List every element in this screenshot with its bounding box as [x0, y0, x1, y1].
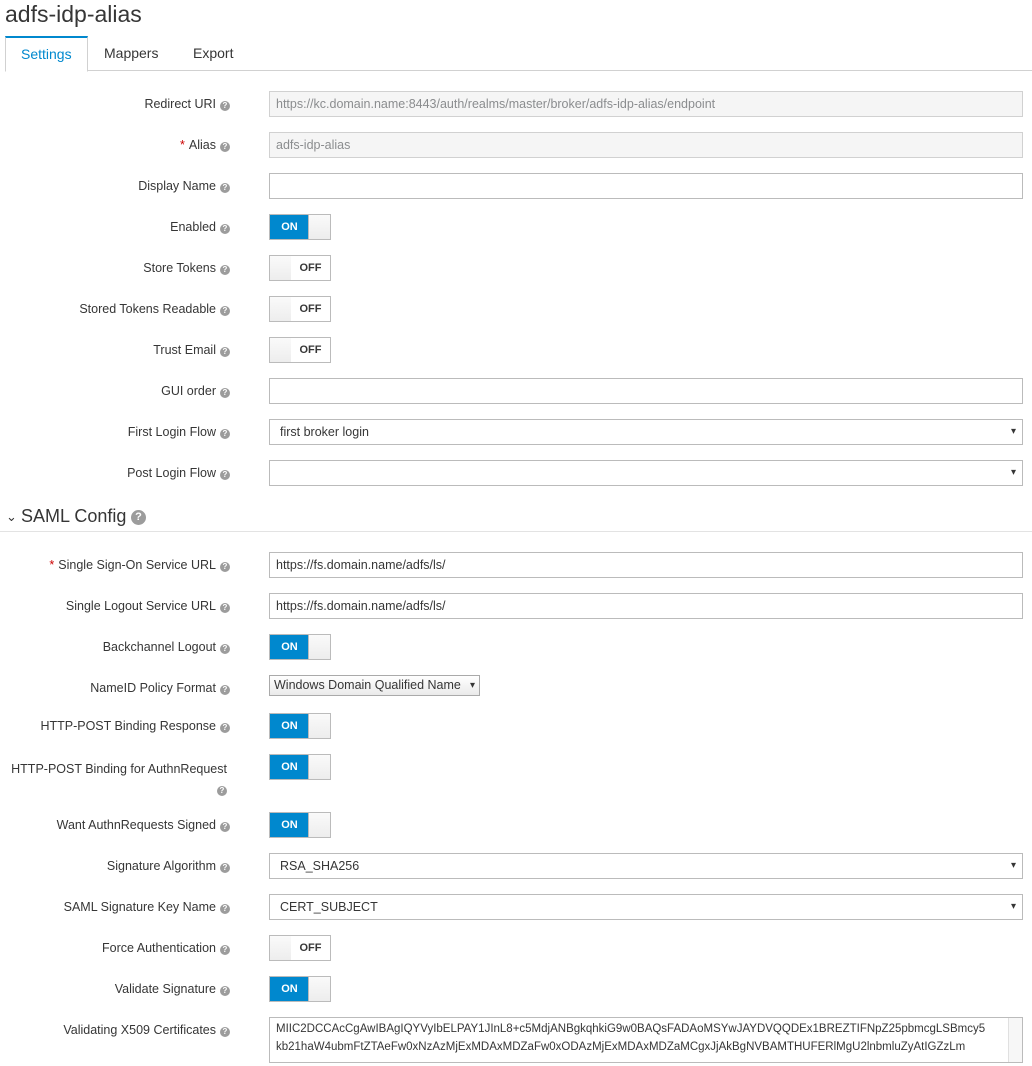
chevron-down-icon: ▾ — [469, 680, 475, 691]
chevron-down-icon: ▾ — [1010, 901, 1016, 912]
help-icon[interactable]: ? — [220, 101, 230, 111]
help-icon[interactable]: ? — [217, 786, 227, 796]
sso-url-label: * Single Sign-On Service URL ? — [0, 557, 230, 573]
post-binding-authn-toggle[interactable]: ON — [269, 754, 331, 780]
help-icon[interactable]: ? — [220, 388, 230, 398]
gui-order-label: GUI order ? — [0, 383, 230, 399]
post-login-flow-label: Post Login Flow ? — [0, 465, 230, 481]
tab-settings[interactable]: Settings — [5, 36, 88, 72]
tab-bar — [5, 36, 1032, 71]
tab-export[interactable]: Export — [193, 45, 234, 61]
help-icon[interactable]: ? — [220, 822, 230, 832]
help-icon[interactable]: ? — [220, 1027, 230, 1037]
help-icon[interactable]: ? — [220, 863, 230, 873]
tab-mappers[interactable]: Mappers — [104, 45, 159, 61]
first-login-flow-label: First Login Flow ? — [0, 424, 230, 440]
required-marker: * — [180, 138, 185, 152]
validate-signature-label: Validate Signature ? — [0, 981, 230, 997]
help-icon[interactable]: ? — [220, 183, 230, 193]
nameid-policy-select[interactable]: Windows Domain Qualified Name ▾ — [269, 675, 480, 696]
help-icon[interactable]: ? — [220, 986, 230, 996]
trust-email-toggle[interactable]: OFF — [269, 337, 331, 363]
post-login-flow-select[interactable] — [269, 460, 1023, 486]
force-auth-toggle[interactable]: OFF — [269, 935, 331, 961]
help-icon[interactable]: ? — [220, 603, 230, 613]
gui-order-field[interactable] — [269, 378, 1023, 404]
chevron-down-icon: ▾ — [1010, 467, 1016, 478]
stored-tokens-readable-label: Stored Tokens Readable ? — [0, 301, 230, 317]
enabled-label: Enabled ? — [0, 219, 230, 235]
validate-signature-toggle[interactable]: ON — [269, 976, 331, 1002]
x509-textarea[interactable] — [269, 1017, 1023, 1063]
alias-field[interactable]: adfs-idp-alias — [269, 132, 1023, 158]
help-icon[interactable]: ? — [220, 306, 230, 316]
page-title: adfs-idp-alias — [5, 1, 142, 27]
required-marker: * — [49, 558, 55, 572]
chevron-down-icon: ⌄ — [6, 509, 17, 524]
alias-label: * Alias ? — [0, 137, 230, 153]
want-authn-signed-toggle[interactable]: ON — [269, 812, 331, 838]
chevron-down-icon: ▾ — [1010, 426, 1016, 437]
help-icon[interactable]: ? — [220, 142, 230, 152]
help-icon[interactable]: ? — [220, 904, 230, 914]
help-icon[interactable]: ? — [131, 510, 146, 525]
first-login-flow-select[interactable]: first broker login ▾ — [269, 419, 1023, 445]
slo-url-label: Single Logout Service URL ? — [0, 598, 230, 614]
help-icon[interactable]: ? — [220, 562, 230, 572]
help-icon[interactable]: ? — [220, 685, 230, 695]
nameid-policy-label: NameID Policy Format ? — [0, 680, 230, 696]
sso-url-field[interactable]: https://fs.domain.name/adfs/ls/ — [269, 552, 1023, 578]
help-icon[interactable]: ? — [220, 470, 230, 480]
x509-line-1: MIIC2DCCAcCgAwIBAgIQYVyIbELPAY1JInL8+c5MdjANBgkqhkiG9w0BAQsFADAoMSYwJAYDVQQDEx1BREZTIFNpZ25pbmcgLSBmcy5 — [276, 1023, 986, 1035]
force-auth-label: Force Authentication ? — [0, 940, 230, 956]
signature-algorithm-select[interactable]: RSA_SHA256 ▾ — [269, 853, 1023, 879]
saml-config-title: SAML Config — [21, 506, 127, 526]
backchannel-logout-toggle[interactable]: ON — [269, 634, 331, 660]
redirect-uri-field[interactable]: https://kc.domain.name:8443/auth/realms/master/broker/adfs-idp-alias/endpoint — [269, 91, 1023, 117]
chevron-down-icon: ▾ — [1010, 860, 1016, 871]
signature-algorithm-label: Signature Algorithm ? — [0, 858, 230, 874]
display-name-field[interactable] — [269, 173, 1023, 199]
backchannel-logout-label: Backchannel Logout ? — [0, 639, 230, 655]
help-icon[interactable]: ? — [220, 347, 230, 357]
post-binding-response-label: HTTP-POST Binding Response ? — [0, 718, 230, 734]
store-tokens-label: Store Tokens ? — [0, 260, 230, 276]
help-icon[interactable]: ? — [220, 429, 230, 439]
textarea-scrollbar[interactable] — [1008, 1018, 1022, 1062]
sig-key-name-select[interactable]: CERT_SUBJECT ▾ — [269, 894, 1023, 920]
help-icon[interactable]: ? — [220, 644, 230, 654]
x509-label: Validating X509 Certificates ? — [0, 1022, 230, 1038]
x509-line-2: kb21haW4ubmFtZTAeFw0xNzAzMjExMDAxMDZaFw0xODAzMjExMDAxMDZaMCgxJjAkBgNVBAMTHUFERlMgU2lnbmluZyAtIGZzLm — [276, 1041, 966, 1053]
help-icon[interactable]: ? — [220, 265, 230, 275]
post-binding-response-toggle[interactable]: ON — [269, 713, 331, 739]
help-icon[interactable]: ? — [220, 723, 230, 733]
help-icon[interactable]: ? — [220, 224, 230, 234]
store-tokens-toggle[interactable]: OFF — [269, 255, 331, 281]
redirect-uri-label: Redirect URI ? — [0, 96, 230, 112]
sig-key-name-label: SAML Signature Key Name ? — [0, 899, 230, 915]
stored-tokens-readable-toggle[interactable]: OFF — [269, 296, 331, 322]
want-authn-signed-label: Want AuthnRequests Signed ? — [0, 817, 230, 833]
help-icon[interactable]: ? — [220, 945, 230, 955]
enabled-toggle[interactable]: ON — [269, 214, 331, 240]
saml-config-section-header[interactable] — [0, 504, 1032, 532]
slo-url-field[interactable]: https://fs.domain.name/adfs/ls/ — [269, 593, 1023, 619]
post-binding-authn-label: HTTP-POST Binding for AuthnRequest ? — [11, 762, 227, 795]
display-name-label: Display Name ? — [0, 178, 230, 194]
trust-email-label: Trust Email ? — [0, 342, 230, 358]
